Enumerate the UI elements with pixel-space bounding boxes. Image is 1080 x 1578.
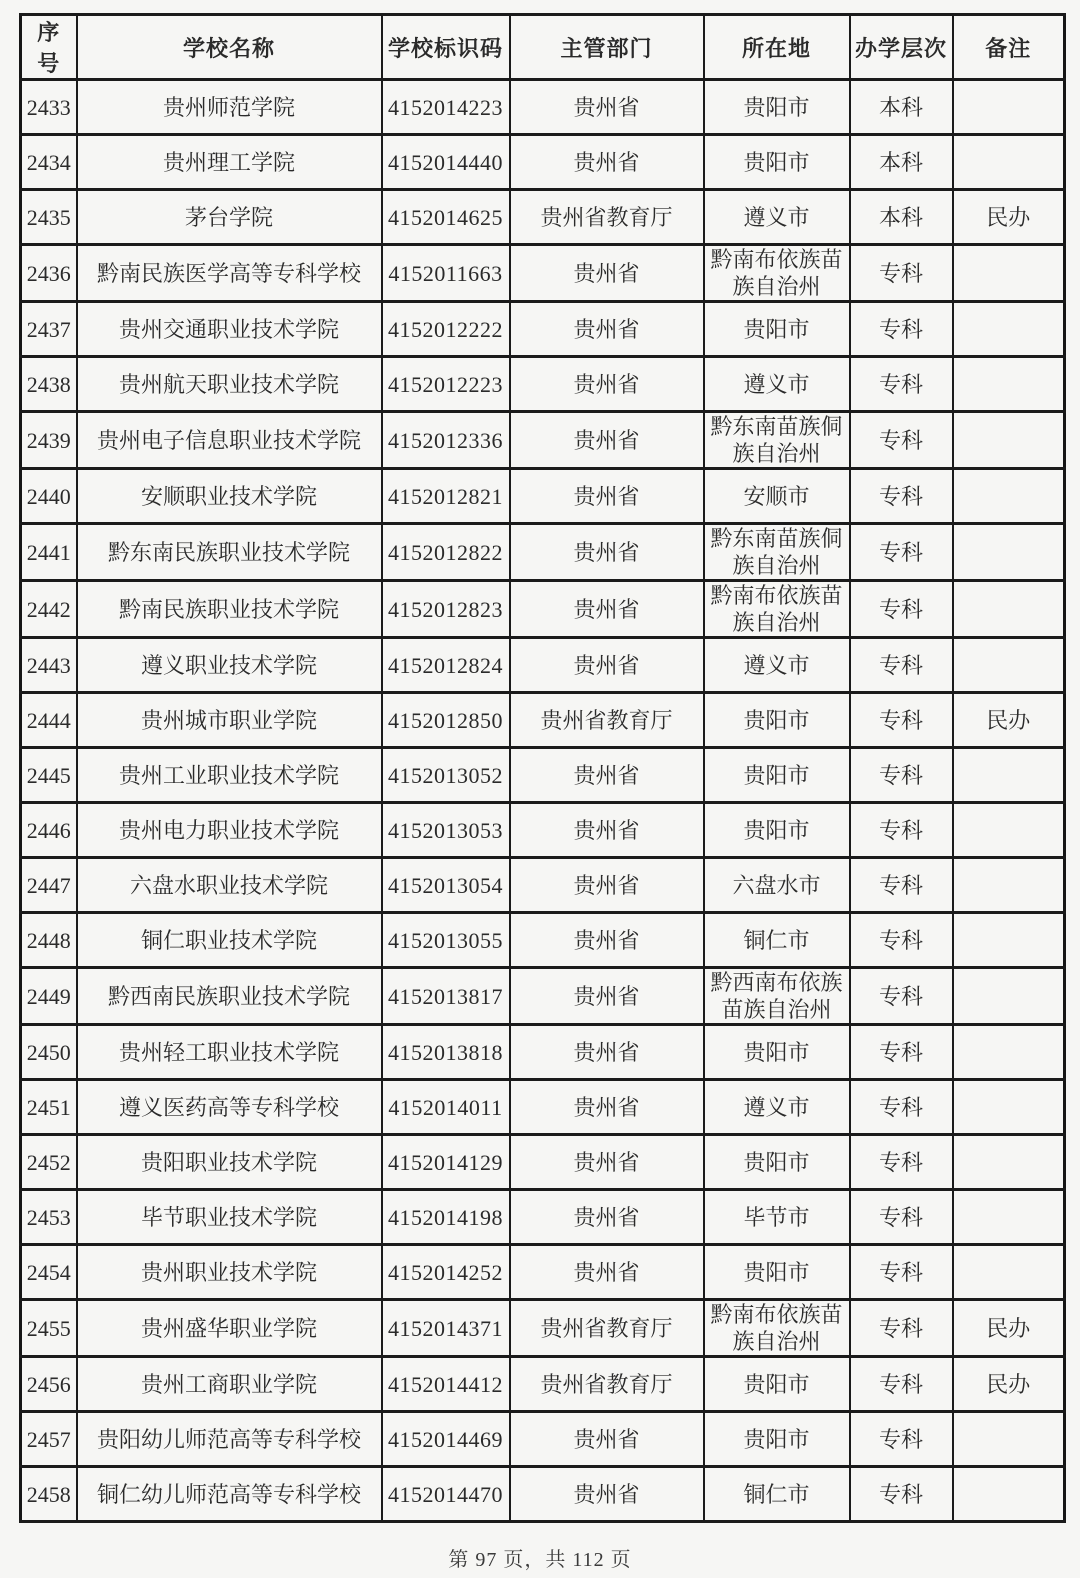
- cell-no: 2456: [21, 1357, 77, 1412]
- cell-dept: 贵州省: [510, 913, 704, 968]
- table-row: [21, 190, 1065, 245]
- cell-dept: 贵州省: [510, 524, 704, 581]
- cell-city: 贵阳市: [704, 135, 850, 190]
- cell-code: 4152014440: [382, 135, 510, 190]
- table-row: [21, 469, 1065, 524]
- cell-level: 专科: [850, 1245, 953, 1300]
- cell-level: 专科: [850, 1135, 953, 1190]
- cell-code: 4152013817: [382, 968, 510, 1025]
- cell-city: 黔西南布依族苗族自治州: [704, 968, 850, 1025]
- cell-name: 铜仁职业技术学院: [77, 913, 382, 968]
- cell-city: 遵义市: [704, 638, 850, 693]
- cell-level: 专科: [850, 1357, 953, 1412]
- cell-code: 4152012222: [382, 302, 510, 357]
- cell-name: 茅台学院: [77, 190, 382, 245]
- cell-level: 专科: [850, 803, 953, 858]
- cell-level: 专科: [850, 1080, 953, 1135]
- cell-level: 专科: [850, 693, 953, 748]
- cell-note: [953, 1467, 1065, 1522]
- cell-name: 贵阳职业技术学院: [77, 1135, 382, 1190]
- cell-city: 遵义市: [704, 190, 850, 245]
- cell-level: 专科: [850, 245, 953, 302]
- cell-city: 毕节市: [704, 1190, 850, 1245]
- cell-no: 2443: [21, 638, 77, 693]
- table-row: [21, 1412, 1065, 1467]
- cell-level: 本科: [850, 135, 953, 190]
- table-row: [21, 803, 1065, 858]
- cell-no: 2454: [21, 1245, 77, 1300]
- cell-code: 4152014198: [382, 1190, 510, 1245]
- cell-name: 贵州工业职业技术学院: [77, 748, 382, 803]
- cell-dept: 贵州省: [510, 245, 704, 302]
- table-row: [21, 245, 1065, 302]
- cell-dept: 贵州省: [510, 1135, 704, 1190]
- cell-dept: 贵州省: [510, 302, 704, 357]
- cell-code: 4152011663: [382, 245, 510, 302]
- cell-dept: 贵州省: [510, 135, 704, 190]
- cell-code: 4152013055: [382, 913, 510, 968]
- cell-dept: 贵州省: [510, 858, 704, 913]
- cell-code: 4152014371: [382, 1300, 510, 1357]
- cell-city: 贵阳市: [704, 1135, 850, 1190]
- cell-code: 4152014252: [382, 1245, 510, 1300]
- cell-note: 民办: [953, 693, 1065, 748]
- cell-code: 4152013052: [382, 748, 510, 803]
- cell-dept: 贵州省: [510, 1412, 704, 1467]
- col-header-no: 序号: [21, 15, 77, 80]
- table-row: [21, 1025, 1065, 1080]
- cell-code: 4152014412: [382, 1357, 510, 1412]
- table-row: [21, 80, 1065, 135]
- cell-dept: 贵州省教育厅: [510, 1357, 704, 1412]
- header-row: [21, 15, 1065, 80]
- cell-dept: 贵州省: [510, 80, 704, 135]
- table-row: [21, 524, 1065, 581]
- cell-dept: 贵州省: [510, 748, 704, 803]
- cell-city: 安顺市: [704, 469, 850, 524]
- cell-note: [953, 302, 1065, 357]
- cell-level: 本科: [850, 190, 953, 245]
- cell-code: 4152014470: [382, 1467, 510, 1522]
- table-row: [21, 1300, 1065, 1357]
- table-row: [21, 693, 1065, 748]
- cell-note: [953, 1245, 1065, 1300]
- cell-dept: 贵州省: [510, 803, 704, 858]
- cell-level: 专科: [850, 412, 953, 469]
- cell-name: 贵州交通职业技术学院: [77, 302, 382, 357]
- cell-name: 黔西南民族职业技术学院: [77, 968, 382, 1025]
- cell-code: 4152014129: [382, 1135, 510, 1190]
- cell-level: 专科: [850, 1300, 953, 1357]
- col-header-code: 学校标识码: [382, 15, 510, 80]
- cell-dept: 贵州省: [510, 1467, 704, 1522]
- cell-level: 专科: [850, 524, 953, 581]
- cell-note: [953, 245, 1065, 302]
- cell-level: 专科: [850, 469, 953, 524]
- cell-note: [953, 581, 1065, 638]
- cell-code: 4152012824: [382, 638, 510, 693]
- table-row: [21, 638, 1065, 693]
- cell-level: 专科: [850, 638, 953, 693]
- cell-no: 2439: [21, 412, 77, 469]
- cell-dept: 贵州省教育厅: [510, 693, 704, 748]
- cell-code: 4152012822: [382, 524, 510, 581]
- cell-note: [953, 135, 1065, 190]
- cell-no: 2452: [21, 1135, 77, 1190]
- cell-note: [953, 968, 1065, 1025]
- cell-note: [953, 1025, 1065, 1080]
- table-row: [21, 135, 1065, 190]
- cell-city: 贵阳市: [704, 1412, 850, 1467]
- cell-name: 遵义职业技术学院: [77, 638, 382, 693]
- table-row: [21, 1357, 1065, 1412]
- col-header-dept: 主管部门: [510, 15, 704, 80]
- cell-city: 贵阳市: [704, 1025, 850, 1080]
- cell-no: 2448: [21, 913, 77, 968]
- cell-name: 黔东南民族职业技术学院: [77, 524, 382, 581]
- cell-note: [953, 357, 1065, 412]
- cell-city: 黔南布依族苗族自治州: [704, 245, 850, 302]
- cell-city: 遵义市: [704, 1080, 850, 1135]
- cell-note: [953, 803, 1065, 858]
- cell-level: 专科: [850, 858, 953, 913]
- cell-no: 2445: [21, 748, 77, 803]
- cell-name: 安顺职业技术学院: [77, 469, 382, 524]
- cell-note: [953, 469, 1065, 524]
- cell-city: 六盘水市: [704, 858, 850, 913]
- cell-no: 2436: [21, 245, 77, 302]
- cell-note: 民办: [953, 190, 1065, 245]
- cell-name: 贵州职业技术学院: [77, 1245, 382, 1300]
- cell-name: 贵州电子信息职业技术学院: [77, 412, 382, 469]
- cell-name: 贵州轻工职业技术学院: [77, 1025, 382, 1080]
- cell-level: 专科: [850, 357, 953, 412]
- cell-code: 4152013818: [382, 1025, 510, 1080]
- cell-name: 贵州工商职业学院: [77, 1357, 382, 1412]
- cell-dept: 贵州省: [510, 968, 704, 1025]
- table-row: [21, 1190, 1065, 1245]
- table-row: [21, 858, 1065, 913]
- cell-code: 4152013053: [382, 803, 510, 858]
- cell-code: 4152012821: [382, 469, 510, 524]
- cell-no: 2444: [21, 693, 77, 748]
- page-number: 第 97 页，共 112 页: [448, 1549, 632, 1571]
- table-row: [21, 412, 1065, 469]
- table-row: [21, 357, 1065, 412]
- table-row: [21, 1080, 1065, 1135]
- cell-dept: 贵州省: [510, 581, 704, 638]
- cell-name: 贵州理工学院: [77, 135, 382, 190]
- cell-note: [953, 1080, 1065, 1135]
- cell-code: 4152014223: [382, 80, 510, 135]
- cell-dept: 贵州省: [510, 1080, 704, 1135]
- col-header-level: 办学层次: [850, 15, 953, 80]
- table-row: [21, 748, 1065, 803]
- cell-no: 2441: [21, 524, 77, 581]
- cell-level: 专科: [850, 1412, 953, 1467]
- cell-level: 专科: [850, 968, 953, 1025]
- table-row: [21, 1245, 1065, 1300]
- cell-city: 黔东南苗族侗族自治州: [704, 524, 850, 581]
- cell-dept: 贵州省: [510, 412, 704, 469]
- cell-note: [953, 1412, 1065, 1467]
- cell-note: 民办: [953, 1300, 1065, 1357]
- cell-city: 铜仁市: [704, 1467, 850, 1522]
- table-row: [21, 913, 1065, 968]
- cell-dept: 贵州省: [510, 1190, 704, 1245]
- cell-city: 贵阳市: [704, 693, 850, 748]
- cell-name: 贵阳幼儿师范高等专科学校: [77, 1412, 382, 1467]
- cell-no: 2458: [21, 1467, 77, 1522]
- cell-level: 专科: [850, 913, 953, 968]
- cell-city: 贵阳市: [704, 748, 850, 803]
- cell-no: 2435: [21, 190, 77, 245]
- cell-dept: 贵州省: [510, 1025, 704, 1080]
- school-list-table: [19, 13, 1066, 1523]
- cell-name: 遵义医药高等专科学校: [77, 1080, 382, 1135]
- cell-level: 专科: [850, 581, 953, 638]
- cell-name: 黔南民族职业技术学院: [77, 581, 382, 638]
- cell-city: 黔南布依族苗族自治州: [704, 581, 850, 638]
- cell-city: 贵阳市: [704, 1357, 850, 1412]
- cell-name: 黔南民族医学高等专科学校: [77, 245, 382, 302]
- cell-city: 黔东南苗族侗族自治州: [704, 412, 850, 469]
- cell-dept: 贵州省: [510, 469, 704, 524]
- cell-note: [953, 858, 1065, 913]
- cell-city: 遵义市: [704, 357, 850, 412]
- cell-no: 2450: [21, 1025, 77, 1080]
- cell-dept: 贵州省: [510, 638, 704, 693]
- cell-note: [953, 524, 1065, 581]
- cell-no: 2438: [21, 357, 77, 412]
- cell-no: 2434: [21, 135, 77, 190]
- cell-note: [953, 1190, 1065, 1245]
- cell-city: 贵阳市: [704, 803, 850, 858]
- cell-code: 4152013054: [382, 858, 510, 913]
- cell-level: 专科: [850, 1190, 953, 1245]
- cell-note: [953, 638, 1065, 693]
- cell-code: 4152014625: [382, 190, 510, 245]
- cell-note: [953, 412, 1065, 469]
- cell-name: 贵州城市职业学院: [77, 693, 382, 748]
- cell-name: 贵州电力职业技术学院: [77, 803, 382, 858]
- cell-code: 4152012336: [382, 412, 510, 469]
- cell-name: 贵州师范学院: [77, 80, 382, 135]
- cell-code: 4152012823: [382, 581, 510, 638]
- table-row: [21, 968, 1065, 1025]
- table-row: [21, 1467, 1065, 1522]
- cell-no: 2457: [21, 1412, 77, 1467]
- cell-no: 2449: [21, 968, 77, 1025]
- cell-level: 专科: [850, 1467, 953, 1522]
- table-row: [21, 1135, 1065, 1190]
- cell-city: 黔南布依族苗族自治州: [704, 1300, 850, 1357]
- cell-code: 4152014469: [382, 1412, 510, 1467]
- cell-no: 2451: [21, 1080, 77, 1135]
- cell-dept: 贵州省: [510, 357, 704, 412]
- cell-dept: 贵州省教育厅: [510, 190, 704, 245]
- col-header-name: 学校名称: [77, 15, 382, 80]
- cell-name: 贵州盛华职业学院: [77, 1300, 382, 1357]
- cell-city: 贵阳市: [704, 1245, 850, 1300]
- cell-level: 本科: [850, 80, 953, 135]
- cell-code: 4152012850: [382, 693, 510, 748]
- cell-level: 专科: [850, 748, 953, 803]
- cell-name: 毕节职业技术学院: [77, 1190, 382, 1245]
- cell-city: 贵阳市: [704, 80, 850, 135]
- table-row: [21, 581, 1065, 638]
- cell-dept: 贵州省: [510, 1245, 704, 1300]
- cell-code: 4152014011: [382, 1080, 510, 1135]
- cell-no: 2455: [21, 1300, 77, 1357]
- cell-no: 2437: [21, 302, 77, 357]
- cell-dept: 贵州省教育厅: [510, 1300, 704, 1357]
- cell-city: 铜仁市: [704, 913, 850, 968]
- cell-note: [953, 748, 1065, 803]
- cell-name: 贵州航天职业技术学院: [77, 357, 382, 412]
- cell-note: [953, 1135, 1065, 1190]
- cell-name: 铜仁幼儿师范高等专科学校: [77, 1467, 382, 1522]
- cell-level: 专科: [850, 302, 953, 357]
- table-row: [21, 302, 1065, 357]
- cell-name: 六盘水职业技术学院: [77, 858, 382, 913]
- cell-code: 4152012223: [382, 357, 510, 412]
- cell-note: 民办: [953, 1357, 1065, 1412]
- cell-no: 2442: [21, 581, 77, 638]
- cell-level: 专科: [850, 1025, 953, 1080]
- cell-no: 2446: [21, 803, 77, 858]
- cell-no: 2440: [21, 469, 77, 524]
- cell-city: 贵阳市: [704, 302, 850, 357]
- cell-no: 2453: [21, 1190, 77, 1245]
- cell-no: 2447: [21, 858, 77, 913]
- col-header-note: 备注: [953, 15, 1065, 80]
- cell-no: 2433: [21, 80, 77, 135]
- col-header-city: 所在地: [704, 15, 850, 80]
- cell-note: [953, 80, 1065, 135]
- cell-note: [953, 913, 1065, 968]
